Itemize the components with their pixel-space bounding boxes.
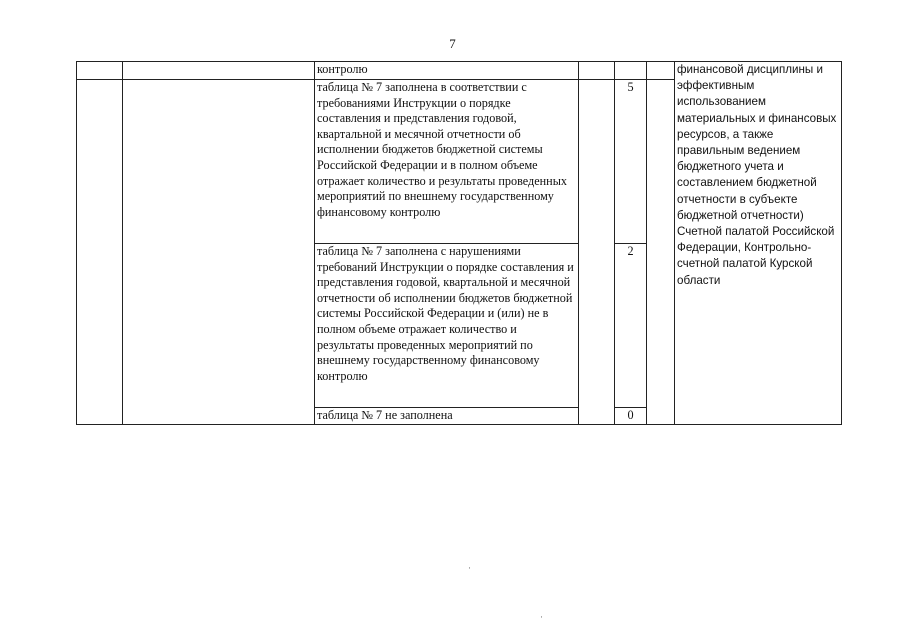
score-cell: 0 — [615, 408, 647, 425]
empty-cell — [77, 80, 123, 425]
criteria-table — [76, 61, 842, 425]
scan-speck: · — [540, 612, 543, 622]
criterion-text-cell: таблица № 7 заполнена в соответствии с требованиями Инструкции о порядке составления и представления годовой, квартальной и месячной отчетности об исполнении бюджетов бюджетной системы Российской Федерации и в полном объеме отражает количество и результаты проведенных мероприятий по внешнему государственному финансовому контролю — [315, 80, 579, 244]
continued-text-cell: контролю — [315, 62, 579, 80]
empty-cell — [579, 62, 615, 80]
table-row — [77, 62, 842, 80]
empty-cell — [579, 80, 615, 425]
empty-cell — [77, 62, 123, 80]
empty-cell — [647, 80, 675, 425]
score-cell: 5 — [615, 80, 647, 244]
scan-speck: · — [468, 563, 471, 573]
assessment-description-cell: финансовой дисциплины и эффективным использованием материальных и финансовых ресурсов, а также правильным ведением бюджетного учета и составлением бюджетной отчетности в субъекте бюджетной отчетности) Счетной палатой Российской Федерации, Контрольно-счетной палатой Курской области — [675, 62, 842, 425]
empty-cell — [123, 62, 315, 80]
criterion-text-cell: таблица № 7 не заполнена — [315, 408, 579, 425]
empty-cell — [647, 62, 675, 80]
score-cell: 2 — [615, 244, 647, 408]
page-number: 7 — [449, 36, 456, 51]
empty-cell — [123, 80, 315, 425]
criterion-text-cell: таблица № 7 заполнена с нарушениями требований Инструкции о порядке составления и представления годовой, квартальной и месячной отчетности об исполнении бюджетов бюджетной системы Российской Федерации и (или) не в полном объеме отражает количество и результаты проведенных мероприятий по внешнему государственному финансовому контролю — [315, 244, 579, 408]
empty-cell — [615, 62, 647, 80]
